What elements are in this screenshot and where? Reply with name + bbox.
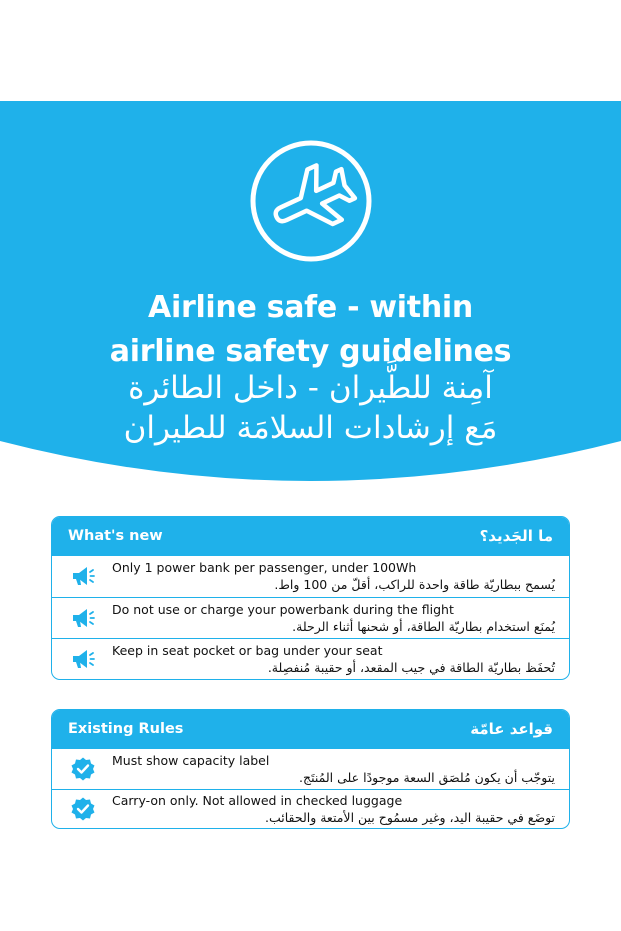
whats-new-header	[52, 517, 569, 555]
airplane-icon	[248, 138, 374, 264]
megaphone-icon	[70, 605, 96, 631]
list-item	[52, 555, 569, 597]
item-text-ar: توضَع في حقيبة اليد، وغير مسمُوح بين الأمتعة والحقائب.	[265, 810, 555, 826]
item-text-ar: يتوجّب أن يكون مُلصَق السعة موجودًا على المُنتَج.	[299, 769, 555, 785]
item-text-en: Must show capacity label	[112, 752, 270, 768]
check-badge-icon	[70, 756, 96, 782]
megaphone-icon	[70, 646, 96, 672]
check-badge-icon	[70, 796, 96, 822]
list-item	[52, 638, 569, 680]
existing-rules-header	[52, 710, 569, 748]
list-item	[52, 597, 569, 639]
hero-title-line-2: airline safety guidelines	[109, 334, 512, 369]
hero-title-english	[0, 286, 621, 374]
hero-title-ar-line-2: مَع إرشادات السلامَة للطيران	[123, 410, 498, 446]
hero-title-line-1: Airline safe - within	[148, 290, 473, 325]
list-item	[52, 748, 569, 789]
existing-rules-card	[51, 709, 570, 829]
item-text-en: Only 1 power bank per passenger, under 100Wh	[112, 560, 417, 576]
whats-new-title-ar: ما الجَديد؟	[479, 527, 553, 545]
whats-new-card	[51, 516, 570, 680]
list-item	[52, 789, 569, 830]
item-text-ar: يُمنَع استخدام بطاريّة الطاقة، أو شحنها أثناء الرحلة.	[292, 618, 555, 634]
item-text-ar: تُحفَظ بطاريّة الطاقة في جيب المقعد، أو حقيبة مُنفصِلة.	[267, 660, 555, 676]
megaphone-icon	[70, 563, 96, 589]
item-text-en: Do not use or charge your powerbank during the flight	[112, 601, 454, 617]
hero-title-ar-line-1: آمِنة للطَّيران - داخل الطائرة	[128, 370, 493, 406]
item-text-en: Keep in seat pocket or bag under your seat	[112, 643, 383, 659]
item-text-en: Carry-on only. Not allowed in checked luggage	[112, 793, 403, 809]
existing-rules-title-ar: قواعد عامّة	[470, 720, 553, 738]
item-text-ar: يُسمح ببطاريّة طاقة واحدة للراكب، أقلّ من 100 واط.	[274, 577, 555, 593]
whats-new-title: What's new	[68, 528, 163, 544]
existing-rules-title: Existing Rules	[68, 721, 184, 737]
hero-title-arabic	[0, 368, 621, 448]
